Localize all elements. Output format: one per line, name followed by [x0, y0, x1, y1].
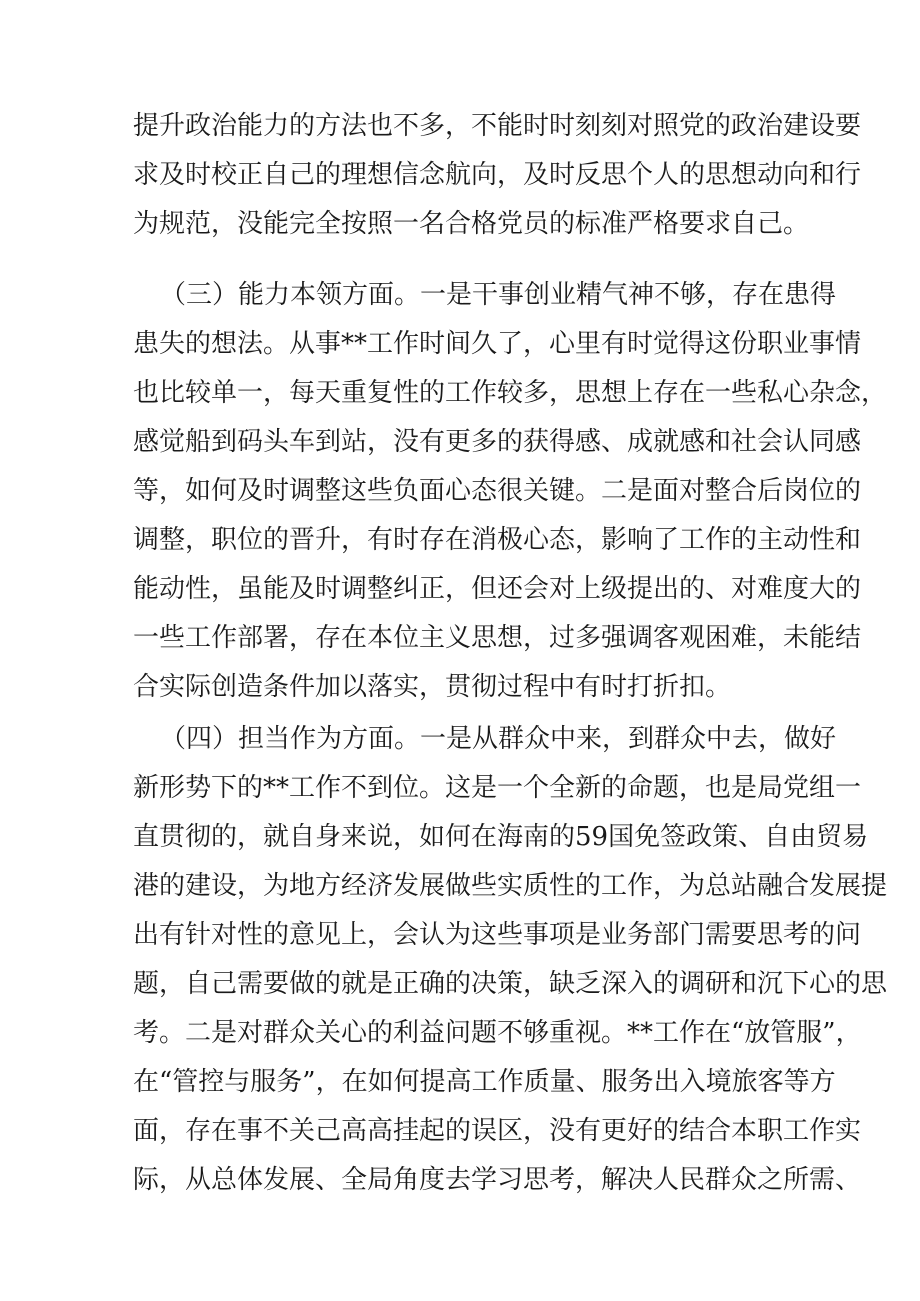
paragraph-2-line-5: 等，如何及时调整这些负面心态很关键。二是面对整合后岗位的 [133, 476, 862, 506]
paragraph-2-line-3: 也比较单一，每天重复性的工作较多，思想上存在一些私心杂念， [133, 378, 888, 408]
paragraph-2-line-4: 感觉船到码头车到站，没有更多的获得感、成就感和社会认同感 [133, 427, 862, 457]
paragraph-1-line-3: 为规范，没能完全按照一名合格党员的标准严格要求自己。 [133, 209, 810, 239]
paragraph-3-line-1: （四）担当作为方面。一是从群众中来，到群众中去，做好 [160, 724, 837, 754]
paragraph-3-line-8: 在“管控与服务”，在如何提高工作质量、服务出入境旅客等方 [133, 1067, 836, 1097]
paragraph-3-line-10: 际，从总体发展、全局角度去学习思考，解决人民群众之所需、 [133, 1165, 862, 1195]
paragraph-3-line-9: 面，存在事不关己高高挂起的误区，没有更好的结合本职工作实 [133, 1116, 862, 1146]
paragraph-3-line-4: 港的建设，为地方经济发展做些实质性的工作，为总站融合发展提 [133, 871, 888, 901]
paragraph-3-line-3: 直贯彻的，就自身来说，如何在海南的59国免签政策、自由贸易 [133, 822, 869, 852]
paragraph-2-line-1: （三）能力本领方面。一是干事创业精气神不够，存在患得 [160, 280, 837, 310]
paragraph-2-line-6: 调整，职位的晋升，有时存在消极心态，影响了工作的主动性和 [133, 525, 862, 555]
paragraph-1-line-1: 提升政治能力的方法也不多，不能时时刻刻对照党的政治建设要 [133, 111, 862, 141]
paragraph-2-line-2: 患失的想法。从事**工作时间久了，心里有时觉得这份职业事情 [133, 329, 862, 359]
paragraph-2-line-9: 合实际创造条件加以落实，贯彻过程中有时打折扣。 [133, 672, 732, 702]
paragraph-2-line-7: 能动性，虽能及时调整纠正，但还会对上级提出的、对难度大的 [133, 574, 862, 604]
paragraph-3-line-7: 考。二是对群众关心的利益问题不够重视。**工作在“放管服”， [133, 1018, 862, 1048]
paragraph-3-line-6: 题，自己需要做的就是正确的决策，缺乏深入的调研和沉下心的思 [133, 969, 888, 999]
paragraph-2-line-8: 一些工作部署，存在本位主义思想，过多强调客观困难，未能结 [133, 623, 862, 653]
paragraph-1-line-2: 求及时校正自己的理想信念航向，及时反思个人的思想动向和行 [133, 160, 862, 190]
paragraph-3-line-5: 出有针对性的意见上，会认为这些事项是业务部门需要思考的问 [133, 920, 862, 950]
paragraph-3-line-2: 新形势下的**工作不到位。这是一个全新的命题，也是局党组一 [133, 773, 862, 803]
